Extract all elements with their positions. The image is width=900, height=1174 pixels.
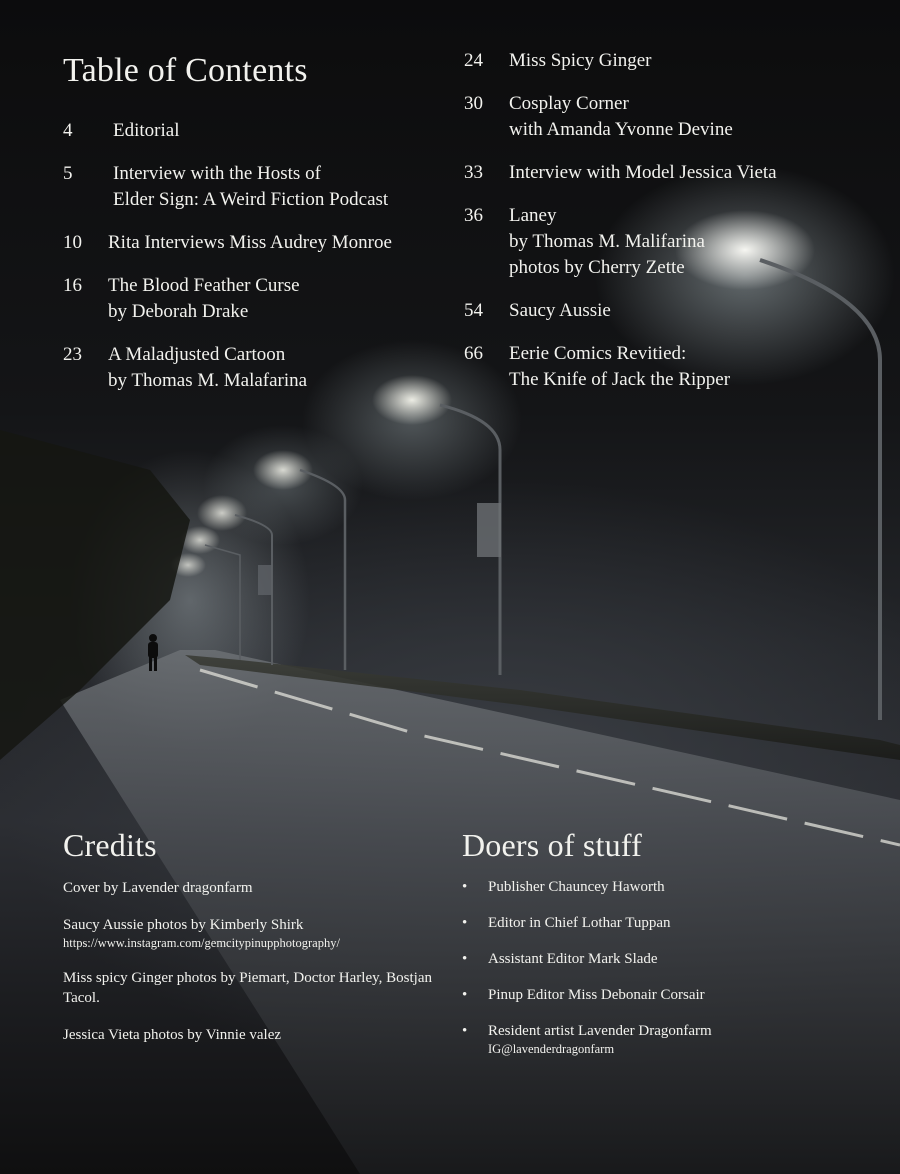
street-sign-small <box>258 565 272 595</box>
toc-item[interactable] <box>63 161 453 213</box>
toc-page-number: 54 <box>464 300 483 321</box>
credit-link[interactable]: https://www.instagram.com/gemcitypinupphotography/ <box>63 936 340 950</box>
toc-line: A Maladjusted Cartoon <box>108 344 286 365</box>
toc-line: photos by Cherry Zette <box>509 257 685 278</box>
toc-line: Laney <box>509 205 557 226</box>
doer-handle[interactable]: IG@lavenderdragonfarm <box>488 1042 615 1056</box>
credit-item <box>63 1025 453 1045</box>
credit-item <box>63 968 453 1008</box>
toc-list-left <box>63 118 453 411</box>
toc-item[interactable] <box>63 342 453 394</box>
toc-entry-title <box>108 273 300 325</box>
toc-item[interactable] <box>464 203 884 281</box>
doer-text: Editor in Chief Lothar Tuppan <box>488 915 671 931</box>
toc-line: by Deborah Drake <box>108 301 249 322</box>
doer-text: Pinup Editor Miss Debonair Corsair <box>488 987 705 1003</box>
toc-line: Cosplay Corner <box>509 93 629 114</box>
doer-text: Resident artist Lavender Dragonfarm <box>488 1023 712 1039</box>
toc-item[interactable] <box>464 48 884 74</box>
toc-line: The Knife of Jack the Ripper <box>509 369 731 390</box>
credits-list <box>63 878 453 1062</box>
doer-text: Publisher Chauncey Haworth <box>488 879 665 895</box>
credit-text: Saucy Aussie photos by Kimberly Shirk <box>63 917 304 933</box>
credit-text: Cover by Lavender dragonfarm <box>63 880 253 896</box>
toc-entry-title <box>509 160 777 186</box>
toc-item[interactable] <box>464 160 884 186</box>
toc-page-number: 24 <box>464 50 483 71</box>
toc-page-number: 23 <box>63 344 82 365</box>
toc-item[interactable] <box>464 298 884 324</box>
toc-line: Editorial <box>113 120 180 141</box>
toc-entry-title <box>509 298 611 324</box>
credits-title: Credits <box>63 827 157 863</box>
doers-title: Doers of stuff <box>462 827 642 863</box>
credit-text: Miss spicy Ginger photos by Piemart, Doctor Harley, Bostjan Tacol. <box>63 970 432 1006</box>
street-sign <box>477 503 501 557</box>
toc-item[interactable] <box>63 230 453 256</box>
toc-page-number: 33 <box>464 162 483 183</box>
doer-item <box>462 949 882 969</box>
toc-entry-title <box>113 161 388 213</box>
doer-item <box>462 1021 882 1057</box>
toc-entry-title <box>113 118 179 144</box>
toc-line: by Thomas M. Malifarina <box>509 231 705 252</box>
toc-line: Interview with the Hosts of <box>113 163 321 184</box>
toc-page-number: 10 <box>63 232 82 253</box>
toc-line: Saucy Aussie <box>509 300 611 321</box>
toc-page-number: 16 <box>63 275 82 296</box>
credit-text: Jessica Vieta photos by Vinnie valez <box>63 1027 282 1043</box>
toc-line: Elder Sign: A Weird Fiction Podcast <box>113 189 389 210</box>
credit-item <box>63 878 453 898</box>
credit-item <box>63 915 453 951</box>
toc-item[interactable] <box>63 118 453 144</box>
toc-entry-title <box>509 341 730 393</box>
toc-page-number: 5 <box>63 163 73 184</box>
toc-item[interactable] <box>464 91 884 143</box>
toc-line: The Blood Feather Curse <box>108 275 300 296</box>
toc-page-number: 36 <box>464 205 483 226</box>
toc-entry-title <box>108 230 392 256</box>
toc-line: Eerie Comics Revitied: <box>509 343 687 364</box>
doer-item <box>462 913 882 933</box>
toc-line: Miss Spicy Ginger <box>509 50 652 71</box>
toc-entry-title <box>509 48 652 74</box>
toc-item[interactable] <box>464 341 884 393</box>
doer-item <box>462 985 882 1005</box>
toc-entry-title <box>108 342 307 394</box>
toc-line: Rita Interviews Miss Audrey Monroe <box>108 232 392 253</box>
doer-item <box>462 877 882 897</box>
doers-list <box>462 877 882 1073</box>
toc-entry-title <box>509 91 733 143</box>
toc-entry-title <box>509 203 705 281</box>
toc-list-right <box>464 48 884 410</box>
toc-title: Table of Contents <box>63 52 308 89</box>
toc-page-number: 30 <box>464 93 483 114</box>
doer-text: Assistant Editor Mark Slade <box>488 951 658 967</box>
toc-line: Interview with Model Jessica Vieta <box>509 162 777 183</box>
toc-line: by Thomas M. Malafarina <box>108 370 308 391</box>
toc-page-number: 4 <box>63 120 73 141</box>
toc-line: with Amanda Yvonne Devine <box>509 119 733 140</box>
toc-page-number: 66 <box>464 343 483 364</box>
toc-item[interactable] <box>63 273 453 325</box>
